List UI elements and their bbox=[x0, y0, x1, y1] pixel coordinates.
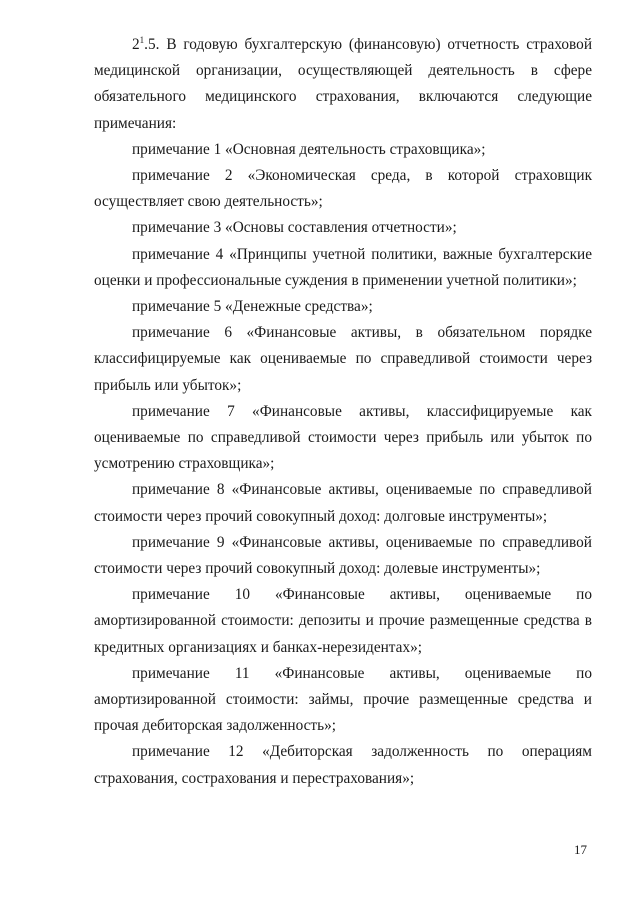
section-intro-text: В годовую бухгалтерскую (финансовую) отчетность страховой медицинской организации, осуществляющей деятельность в сфере обязательного медицинского страхования, включаются следующие примечания: bbox=[94, 36, 593, 132]
note-item: примечание 6 «Финансовые активы, в обязательном порядке классифицируемые как оцениваемые по справедливой стоимости через прибыль или убыток»; bbox=[94, 324, 592, 394]
body-text bbox=[94, 32, 592, 792]
note-item: примечание 10 «Финансовые активы, оцениваемые по амортизированной стоимости: депозиты и прочие размещенные средства в кредитных организациях и банках-нерезидентах»; bbox=[94, 586, 592, 656]
note-item: примечание 4 «Принципы учетной политики, важные бухгалтерские оценки и профессиональные суждения в применении учетной политики»; bbox=[94, 245, 592, 289]
note-item: примечание 2 «Экономическая среда, в которой страховщик осуществляет свою деятельность»; bbox=[94, 167, 592, 211]
section-number-superscript: 1 bbox=[139, 35, 145, 45]
note-item: примечание 11 «Финансовые активы, оцениваемые по амортизированной стоимости: займы, прочие размещенные средства и прочая дебиторская задолженность»; bbox=[94, 664, 592, 735]
note-item: примечание 3 «Основы составления отчетности»; bbox=[132, 219, 457, 237]
note-item: примечание 7 «Финансовые активы, классифицируемые как оцениваемые по справедливой стоимости через прибыль или убыток по усмотрению страховщика»; bbox=[94, 402, 592, 473]
note-item: примечание 5 «Денежные средства»; bbox=[132, 298, 373, 316]
note-item: примечание 8 «Финансовые активы, оцениваемые по справедливой стоимости через прочий совокупный доход: долговые инструменты»; bbox=[94, 481, 592, 525]
note-item: примечание 12 «Дебиторская задолженность по операциям страхования, сострахования и перестрахования»; bbox=[94, 743, 592, 787]
page-number: 17 bbox=[574, 842, 587, 857]
note-item: примечание 1 «Основная деятельность страховщика»; bbox=[132, 140, 486, 158]
section-number-main: 2 bbox=[132, 36, 140, 53]
section-intro-paragraph bbox=[94, 32, 592, 137]
note-item: примечание 9 «Финансовые активы, оцениваемые по справедливой стоимости через прочий совокупный доход: долевые инструменты»; bbox=[94, 533, 592, 578]
section-number bbox=[132, 36, 159, 53]
section-number-tail: .5. bbox=[144, 36, 160, 53]
